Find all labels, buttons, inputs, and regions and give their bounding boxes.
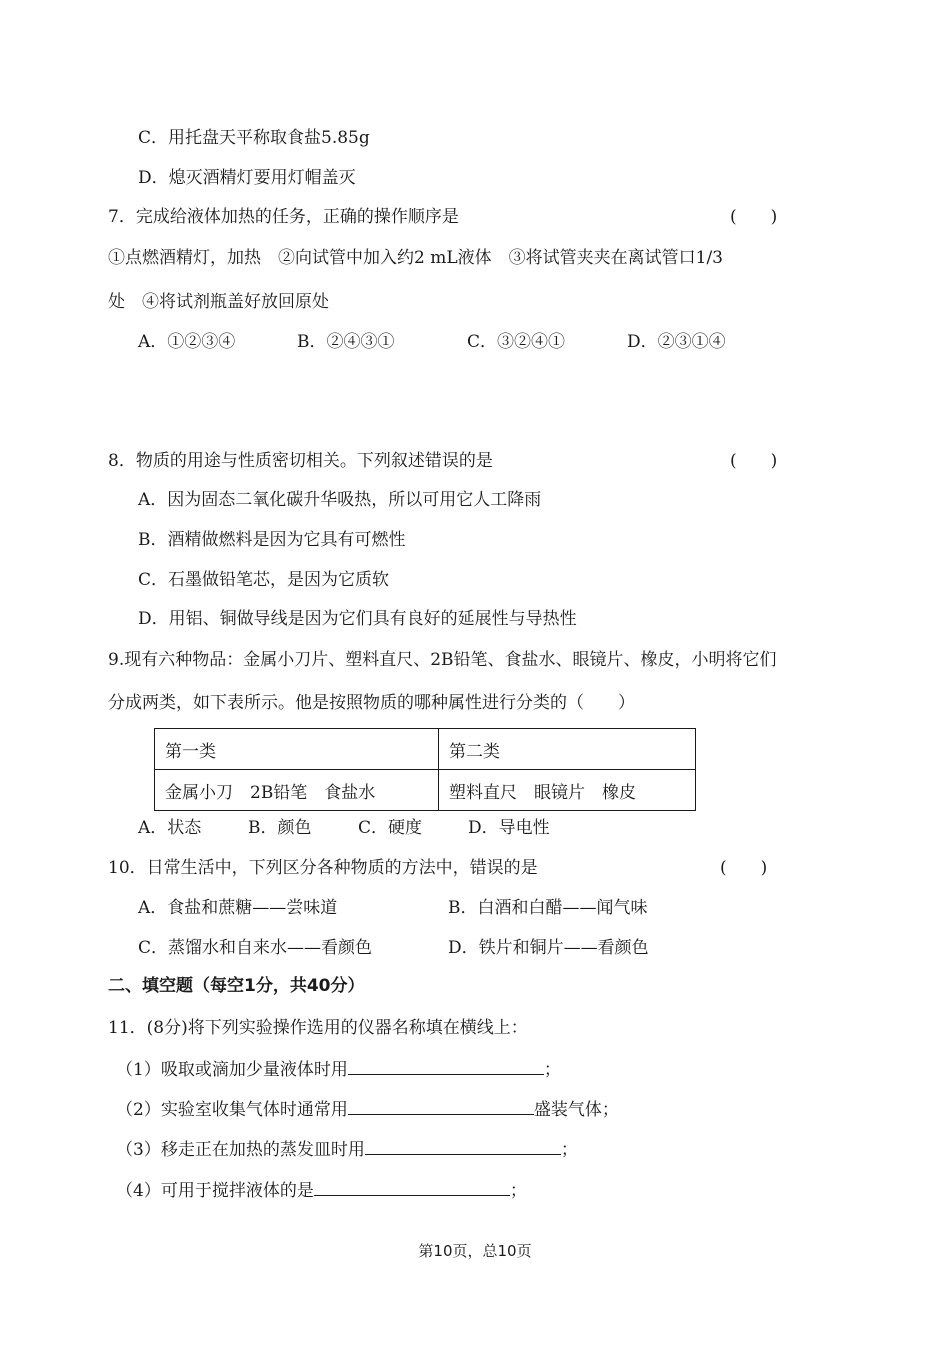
q7-option-b: B．②④③① (297, 332, 395, 352)
q11-item-3-end: ； (560, 1140, 578, 1160)
answer-blank[interactable] (348, 1096, 534, 1115)
q9-option-b: B．颜色 (248, 818, 312, 838)
q9-option-c: C．硬度 (358, 818, 423, 838)
section-title: 二、填空题（每空1分，共40分） (108, 976, 365, 996)
q9-stem-line2: 分成两类，如下表所示。他是按照物质的哪种属性进行分类的（ ） (108, 693, 635, 713)
q11-item-3-text: （3）移走正在加热的蒸发皿时用 (116, 1140, 365, 1160)
q10-answer-paren: ( ) (720, 858, 768, 878)
q11-item-1 (116, 1056, 561, 1082)
table-row (155, 770, 696, 811)
q10-option-d: D．铁片和铜片——看颜色 (448, 938, 649, 958)
q9-option-d: D．导电性 (468, 818, 550, 838)
answer-blank[interactable] (348, 1056, 544, 1075)
q10-option-b: B．白酒和白醋——闻气味 (448, 898, 648, 918)
page-footer: 第10页，总10页 (418, 1242, 532, 1260)
q8-option-c: C．石墨做铅笔芯，是因为它质软 (138, 570, 390, 590)
answer-blank[interactable] (365, 1136, 561, 1155)
q9-stem-line1: 9.现有六种物品：金属小刀片、塑料直尺、2B铅笔、食盐水、眼镜片、橡皮，小明将它们 (108, 650, 777, 670)
q7-option-d: D．②③①④ (627, 332, 726, 352)
q7-steps-line2: 处 ④将试剂瓶盖好放回原处 (108, 292, 329, 312)
q7-option-a: A．①②③④ (138, 332, 236, 352)
table-header-cell: 第一类 (155, 729, 439, 770)
q11-item-2-end: 盛装气体； (533, 1100, 619, 1120)
q7-stem: 7．完成给液体加热的任务，正确的操作顺序是 (108, 207, 459, 227)
q8-option-d: D．用铝、铜做导线是因为它们具有良好的延展性与导热性 (138, 609, 577, 629)
q8-stem: 8．物质的用途与性质密切相关。下列叙述错误的是 (108, 451, 493, 471)
q6-option-d: D．熄灭酒精灯要用灯帽盖灭 (138, 168, 356, 188)
answer-blank[interactable] (314, 1177, 510, 1196)
table-header-row (155, 729, 696, 770)
q11-item-3 (116, 1136, 578, 1162)
q7-steps-line1: ①点燃酒精灯，加热 ②向试管中加入约2 mL液体 ③将试管夹夹在离试管口1/3 (108, 248, 723, 268)
classification-table (154, 728, 696, 811)
q10-option-c: C．蒸馏水和自来水——看颜色 (138, 938, 373, 958)
q8-option-b: B．酒精做燃料是因为它具有可燃性 (138, 530, 406, 550)
q11-item-2 (116, 1096, 619, 1122)
table-header-cell: 第二类 (439, 729, 696, 770)
q11-item-1-text: （1）吸取或滴加少量液体时用 (116, 1060, 348, 1080)
q10-option-a: A．食盐和蔗糖——尝味道 (138, 898, 338, 918)
q11-item-1-end: ； (543, 1060, 561, 1080)
table-cell: 塑料直尺 眼镜片 橡皮 (439, 770, 696, 811)
q11-item-2-text: （2）实验室收集气体时通常用 (116, 1100, 348, 1120)
q8-answer-paren: ( ) (730, 451, 778, 471)
q6-option-c: C．用托盘天平称取食盐5.85g (138, 128, 370, 148)
q7-option-c: C．③②④① (467, 332, 566, 352)
q11-item-4 (116, 1177, 527, 1203)
q11-item-4-end: ； (509, 1181, 527, 1201)
q10-stem: 10．日常生活中，下列区分各种物质的方法中，错误的是 (108, 858, 538, 878)
q8-option-a: A．因为固态二氧化碳升华吸热，所以可用它人工降雨 (138, 490, 542, 510)
q7-answer-paren: ( ) (730, 207, 778, 227)
q11-item-4-text: （4）可用于搅拌液体的是 (116, 1181, 314, 1201)
q9-option-a: A．状态 (138, 818, 202, 838)
table-cell: 金属小刀 2B铅笔 食盐水 (155, 770, 439, 811)
q11-stem: 11．(8分)将下列实验操作选用的仪器名称填在横线上： (108, 1018, 528, 1038)
